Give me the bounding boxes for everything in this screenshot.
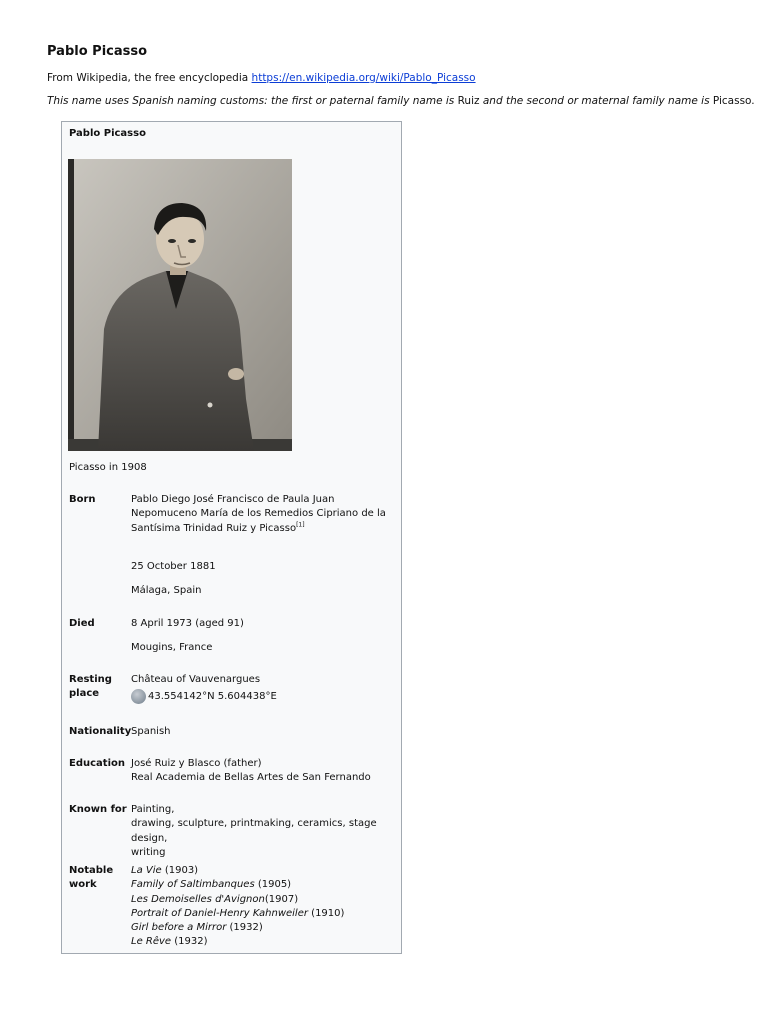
work-title[interactable]: Family of Saltimbanques xyxy=(131,879,255,891)
known-for-line-1: Painting, xyxy=(131,804,175,815)
source-line xyxy=(47,72,727,84)
known-for-line-2: drawing, sculpture, printmaking, ceramics, stage design, xyxy=(131,818,377,844)
work-title[interactable]: Le Rêve xyxy=(131,936,172,948)
work-year: (1905) xyxy=(254,879,292,891)
education-value xyxy=(131,757,401,786)
birth-place: Málaga, Spain xyxy=(131,585,202,597)
article-header xyxy=(47,44,755,118)
birth-name: Pablo Diego José Francisco de Paula Juan Nepomuceno María de los Remedios Cipriano de la Santísima Trinidad Ruiz y Picasso xyxy=(131,494,386,534)
born-value xyxy=(131,493,401,598)
citation-link[interactable]: [1] xyxy=(296,521,305,529)
notable-label-line-1: Notable xyxy=(69,865,114,876)
died-label: Died xyxy=(69,618,95,629)
notable-work-list xyxy=(131,864,401,950)
naming-note xyxy=(47,95,755,107)
page-title: Pablo Picasso xyxy=(47,44,148,59)
resting-place-value xyxy=(131,673,401,705)
work-title[interactable]: Les Demoiselles d'Avignon xyxy=(131,893,265,905)
naming-note-text-2: and the second or maternal family name is xyxy=(479,95,713,107)
naming-note-text-1: This name uses Spanish naming customs: the first or paternal family name is xyxy=(47,95,458,107)
born-label: Born xyxy=(69,494,96,505)
resting-place-name: Château of Vauvenargues xyxy=(131,674,261,685)
resting-place-label xyxy=(69,673,129,701)
died-value xyxy=(131,617,401,656)
known-for-line-3: writing xyxy=(131,846,166,858)
education-line-2: Real Academia de Bellas Artes de San Fernando xyxy=(131,772,371,784)
source-link[interactable]: https://en.wikipedia.org/wiki/Pablo_Picasso xyxy=(251,72,476,84)
work-year: (1907) xyxy=(264,893,299,905)
work-title[interactable]: Girl before a Mirror xyxy=(131,922,227,934)
work-title[interactable]: Portrait of Daniel-Henry Kahnweiler xyxy=(131,907,308,919)
death-date: 8 April 1973 (aged 91) xyxy=(131,618,244,629)
list-item xyxy=(131,893,401,907)
work-year: (1903) xyxy=(161,865,199,876)
education-line-1: José Ruiz y Blasco (father) xyxy=(131,758,262,769)
work-year: (1932) xyxy=(226,922,263,934)
globe-icon[interactable] xyxy=(131,689,146,704)
list-item xyxy=(131,935,401,949)
naming-note-paternal: Ruiz xyxy=(457,95,480,107)
known-for-value xyxy=(131,803,401,860)
photo-caption: Picasso in 1908 xyxy=(69,462,147,473)
list-item xyxy=(131,921,401,935)
birth-date: 25 October 1881 xyxy=(131,560,216,572)
list-item xyxy=(131,878,401,892)
work-title[interactable]: La Vie xyxy=(131,865,162,876)
list-item xyxy=(131,864,401,878)
notable-label-line-2: work xyxy=(69,879,97,890)
infobox xyxy=(61,121,402,954)
portrait-photo xyxy=(68,159,292,451)
nationality-value: Spanish xyxy=(131,726,171,737)
death-place: Mougins, France xyxy=(131,642,213,654)
naming-note-maternal: Picasso. xyxy=(712,95,755,107)
resting-label-line-1: Resting xyxy=(69,674,112,685)
source-prefix: From Wikipedia, the free encyclopedia xyxy=(47,72,249,84)
infobox-title: Pablo Picasso xyxy=(69,128,146,139)
known-for-label: Known for xyxy=(69,804,127,815)
work-year: (1910) xyxy=(307,907,345,919)
resting-label-line-2: place xyxy=(69,688,100,699)
work-year: (1932) xyxy=(171,936,208,948)
education-label: Education xyxy=(69,758,125,769)
notable-work-label xyxy=(69,864,129,892)
list-item xyxy=(131,907,401,921)
coordinates-link[interactable]: 43.554142°N 5.604438°E xyxy=(148,691,277,703)
nationality-label: Nationality xyxy=(69,726,132,737)
